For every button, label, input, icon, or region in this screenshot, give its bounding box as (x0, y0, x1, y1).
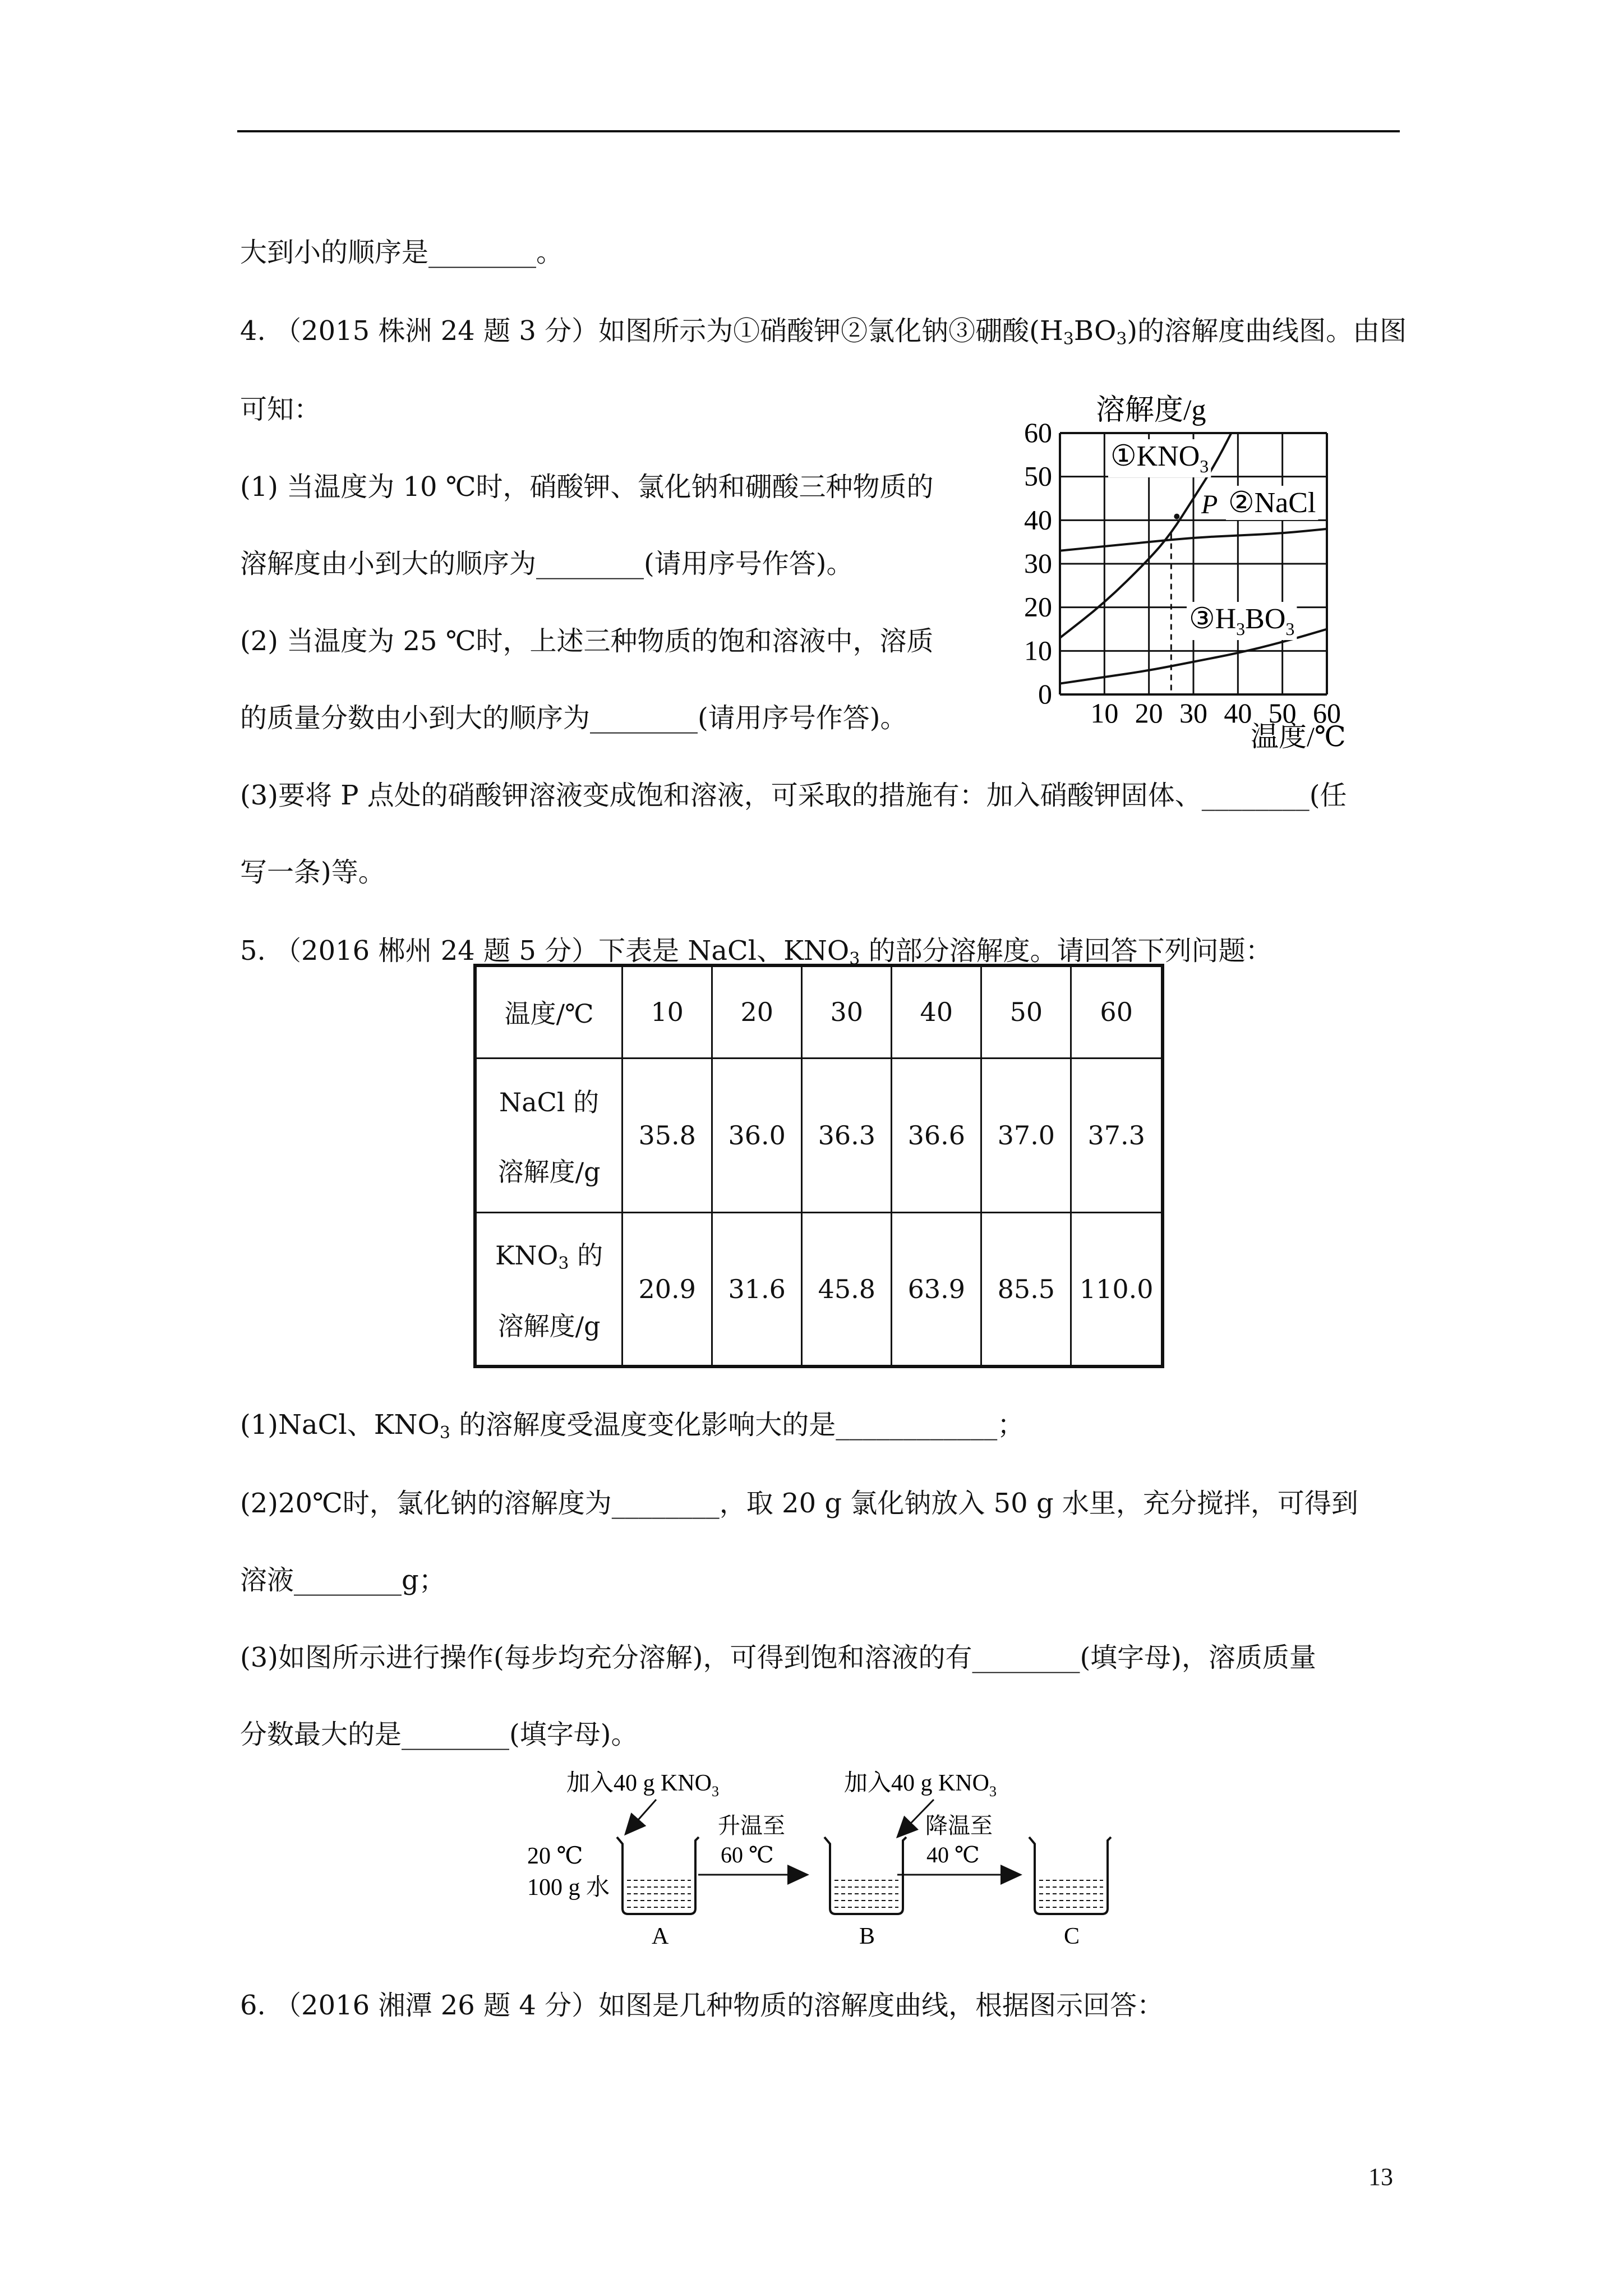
y-tick-label: 40 (1024, 504, 1052, 536)
table-cell: 36.6 (892, 1058, 981, 1212)
add-kno3-label-1: 加入40 g $KNO_3$ (566, 1770, 719, 1800)
y-tick-label: 30 (1024, 547, 1052, 579)
x-tick-label: 60 (1313, 697, 1341, 729)
x-tick-label: 40 (1224, 697, 1252, 729)
q4-intro: 可知： (240, 394, 321, 425)
table-cell: 37.0 (981, 1058, 1071, 1212)
beaker-a (617, 1837, 699, 1914)
table-header-cell: 40 (892, 965, 981, 1058)
point-p-label: P (1201, 490, 1218, 519)
y-tick-label: 20 (1024, 591, 1052, 623)
y-tick-label: 0 (1038, 678, 1052, 710)
series-label-h3bo3: $③H_3BO_3$ (1189, 603, 1295, 639)
table-cell: 20.9 (623, 1212, 712, 1366)
chart-ylabel: 溶解度/g (1096, 394, 1206, 426)
table-cell: 37.3 (1071, 1058, 1163, 1212)
q5-part2-line1: (2)20℃时，氯化钠的溶解度为________，取 20 g 氯化钠放入 50 g 水里，充分搅拌，可得到 (240, 1488, 1358, 1519)
y-tick-label: 60 (1024, 417, 1052, 448)
x-tick-label: 20 (1135, 697, 1163, 729)
beakers (617, 1837, 1111, 1914)
solubility-table (473, 964, 1164, 1368)
table-header-label: 温度/℃ (475, 965, 623, 1058)
table-row-kno3 (475, 1212, 1163, 1366)
y-tick-label: 50 (1024, 460, 1052, 492)
q4-heading: 4. （2015 株洲 24 题 3 分）如图所示为①硝酸钾②氯化钠③硼酸$(H_3BO_3)$的溶解度曲线图。由图 (240, 315, 1407, 349)
q5-part3-line1: (3)如图所示进行操作(每步均充分溶解)，可得到饱和溶液的有________(填字母)，溶质质量 (240, 1642, 1316, 1673)
point-p-marker (1174, 514, 1179, 519)
table-cell: 63.9 (892, 1212, 981, 1366)
step2-label-a: 降温至 (925, 1813, 993, 1838)
beaker-c (1029, 1837, 1111, 1914)
row-label-kno3: $KNO_3$ 的 溶解度/g (475, 1212, 623, 1366)
x-tick-label: 10 (1090, 697, 1119, 729)
table-cell: 35.8 (623, 1058, 712, 1212)
beaker-label-a: A (652, 1924, 669, 1949)
q4-part2-line1: (2) 当温度为 25 ℃时，上述三种物质的饱和溶液中，溶质 (240, 625, 934, 657)
table-header-cell: 60 (1071, 965, 1163, 1058)
y-tick-label: 10 (1024, 634, 1052, 666)
q4-part2-line2: 的质量分数由小到大的顺序为________(请用序号作答)。 (240, 702, 907, 734)
table-cell: 36.0 (712, 1058, 802, 1212)
beaker-process-diagram (527, 1761, 1150, 1952)
x-tick-label: 30 (1179, 697, 1207, 729)
table-header-cell: 50 (981, 965, 1071, 1058)
table-header-cell: 20 (712, 965, 802, 1058)
q5-part1: (1)NaCl、$KNO_3$ 的溶解度受温度变化影响大的是____________； (240, 1409, 1025, 1443)
q4-part1-line2: 溶解度由小到大的顺序为________(请用序号作答)。 (240, 548, 854, 579)
add-kno3-label-2: 加入40 g $KNO_3$ (844, 1770, 997, 1800)
table-cell: 45.8 (802, 1212, 892, 1366)
chart-xlabel: 温度/℃ (1251, 721, 1346, 752)
q5-heading: 5. （2016 郴州 24 题 5 分）下表是 NaCl、$KNO_3$ 的部分溶解度。请回答下列问题： (240, 935, 1272, 969)
x-tick-label: 50 (1268, 697, 1297, 729)
table-cell: 31.6 (712, 1212, 802, 1366)
q4-part1-line1: (1) 当温度为 10 ℃时，硝酸钾、氯化钠和硼酸三种物质的 (240, 471, 934, 503)
table-header-cell: 30 (802, 965, 892, 1058)
beaker-label-b: B (859, 1924, 875, 1949)
series-label-kno3: $①KNO_3$ (1110, 440, 1209, 476)
step1-label-a: 升温至 (718, 1813, 785, 1838)
q4-part3-line1: (3)要将 P 点处的硝酸钾溶液变成饱和溶液，可采取的措施有：加入硝酸钾固体、________(任 (240, 780, 1347, 811)
table-row-nacl (475, 1058, 1163, 1212)
table-header-row (475, 965, 1163, 1058)
step2-label-b: 40 ℃ (926, 1842, 980, 1867)
y-tick-labels (1024, 417, 1052, 710)
q4-part3-line2: 写一条)等。 (240, 857, 385, 888)
q5-part3-line2: 分数最大的是________(填字母)。 (240, 1719, 638, 1750)
step1-label-b: 60 ℃ (721, 1842, 774, 1867)
carryover-line: 大到小的顺序是________。 (240, 237, 564, 268)
solubility-chart (998, 393, 1380, 763)
table-cell: 110.0 (1071, 1212, 1163, 1366)
table-cell: 36.3 (802, 1058, 892, 1212)
condition-water: 100 g 水 (527, 1875, 610, 1901)
q5-part2-line2: 溶液________g； (240, 1565, 446, 1596)
add-arrow-1 (625, 1800, 656, 1834)
condition-temp: 20 ℃ (527, 1843, 583, 1869)
series-label-nacl: ②NaCl (1228, 487, 1316, 519)
table-cell: 85.5 (981, 1212, 1071, 1366)
beaker-label-c: C (1064, 1924, 1080, 1949)
row-label-nacl: NaCl 的 溶解度/g (475, 1058, 623, 1212)
q6-heading: 6. （2016 湘潭 26 题 4 分）如图是几种物质的溶解度曲线，根据图示回答： (240, 1990, 1164, 2021)
header-rule (237, 130, 1400, 132)
beaker-b (824, 1837, 906, 1914)
table-header-cell: 10 (623, 965, 712, 1058)
page-number: 13 (1368, 2163, 1393, 2191)
